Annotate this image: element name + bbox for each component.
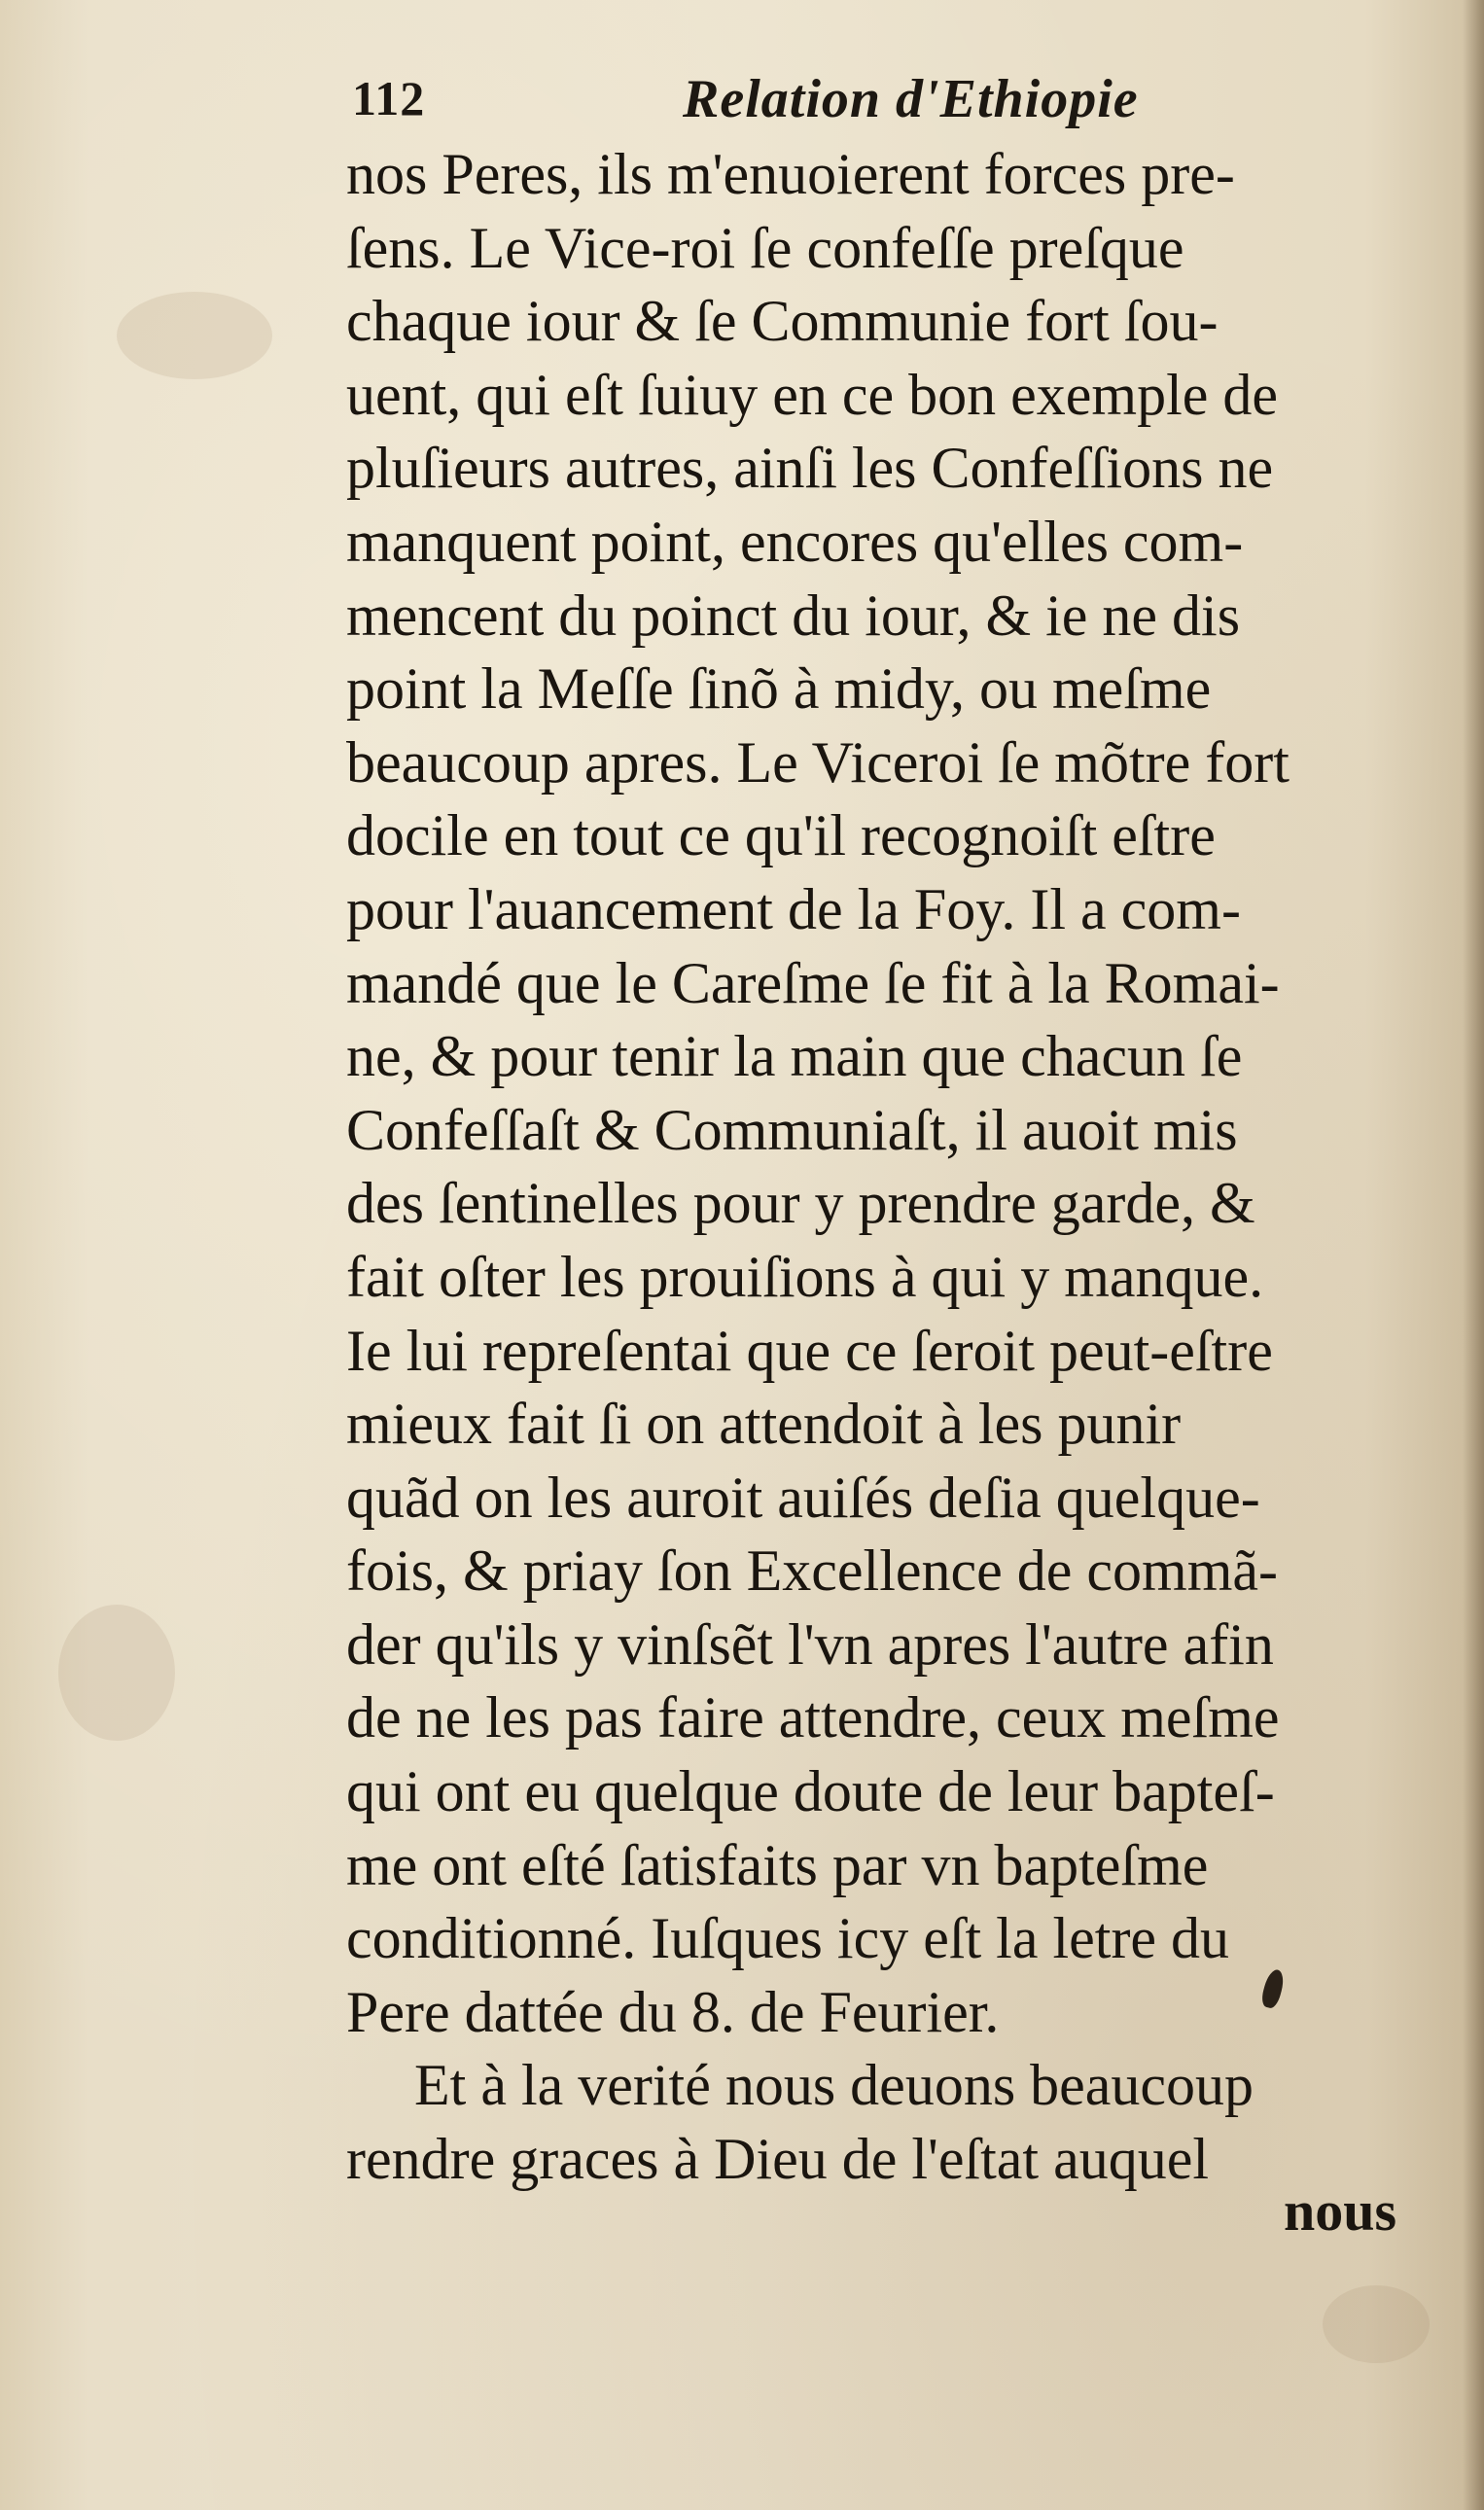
page-gutter-shadow bbox=[1463, 0, 1484, 2510]
text-line: conditionné. Iuſques icy eſt la letre du bbox=[346, 1906, 1230, 1971]
text-line: beaucoup apres. Le Viceroi ſe mõtre fort bbox=[346, 729, 1290, 795]
text-line: mieux fait ſi on attendoit à les punir bbox=[346, 1392, 1182, 1457]
text-line: mencent du poinct du iour, & ie ne dis bbox=[346, 583, 1241, 648]
text-line: uent, qui eſt ſuiuy en ce bon exemple de bbox=[346, 362, 1279, 427]
text-line: chaque iour & ſe Communie fort ſou- bbox=[346, 289, 1219, 354]
text-line: de ne les pas faire attendre, ceux meſme bbox=[346, 1685, 1280, 1750]
text-line: fois, & priay ſon Excellence de commã- bbox=[346, 1538, 1278, 1604]
paper-stain bbox=[1323, 2285, 1430, 2363]
paper-stain bbox=[58, 1605, 175, 1741]
running-title: Relation d'Ethiopie bbox=[683, 69, 1139, 129]
text-line: fait oſter les prouiſions à qui y manque. bbox=[346, 1244, 1264, 1309]
text-line: qui ont eu quelque doute de leur bapteſ- bbox=[346, 1759, 1275, 1824]
text-line: rendre graces à Dieu de l'eſtat auquel bbox=[346, 2127, 1210, 2192]
text-line: Confeſſaſt & Communiaſt, il auoit mis bbox=[346, 1097, 1238, 1162]
text-line: ne, & pour tenir la main que chacun ſe bbox=[346, 1024, 1243, 1089]
text-line: des ſentinelles pour y prendre garde, & bbox=[346, 1171, 1255, 1236]
catchword: nous bbox=[1284, 2179, 1397, 2243]
body-text bbox=[346, 138, 1435, 2197]
paragraph-start-line: Et à la verité nous deuons beaucoup bbox=[414, 2053, 1254, 2118]
running-head bbox=[352, 70, 1218, 148]
text-line: pour l'auancement de la Foy. Il a com- bbox=[346, 876, 1241, 941]
text-line: me ont eſté ſatisfaits par vn bapteſme bbox=[346, 1832, 1209, 1897]
text-line: nos Peres, ils m'enuoierent forces pre- bbox=[346, 142, 1235, 206]
text-line: Pere dattée du 8. de Feurier. bbox=[346, 1979, 1000, 2044]
text-line: point la Meſſe ſinõ à midy, ou meſme bbox=[346, 656, 1212, 722]
paper-stain bbox=[117, 292, 272, 379]
text-line: der qu'ils y vinſsẽt l'vn apres l'autre afin bbox=[346, 1611, 1274, 1677]
text-line: pluſieurs autres, ainſi les Confeſſions ne bbox=[346, 436, 1274, 501]
text-line: manquent point, encores qu'elles com- bbox=[346, 509, 1244, 574]
text-line: mandé que le Careſme ſe fit à la Romai- bbox=[346, 950, 1280, 1015]
text-line: docile en tout ce qu'il recognoiſt eſtre bbox=[346, 803, 1216, 868]
text-line: quãd on les auroit auiſés deſia quelque- bbox=[346, 1465, 1260, 1530]
page-number: 112 bbox=[352, 71, 426, 125]
text-line: Ie lui repreſentai que ce ſeroit peut-eſtre bbox=[346, 1318, 1273, 1383]
text-line: ſens. Le Vice-roi ſe confeſſe preſque bbox=[346, 215, 1184, 280]
